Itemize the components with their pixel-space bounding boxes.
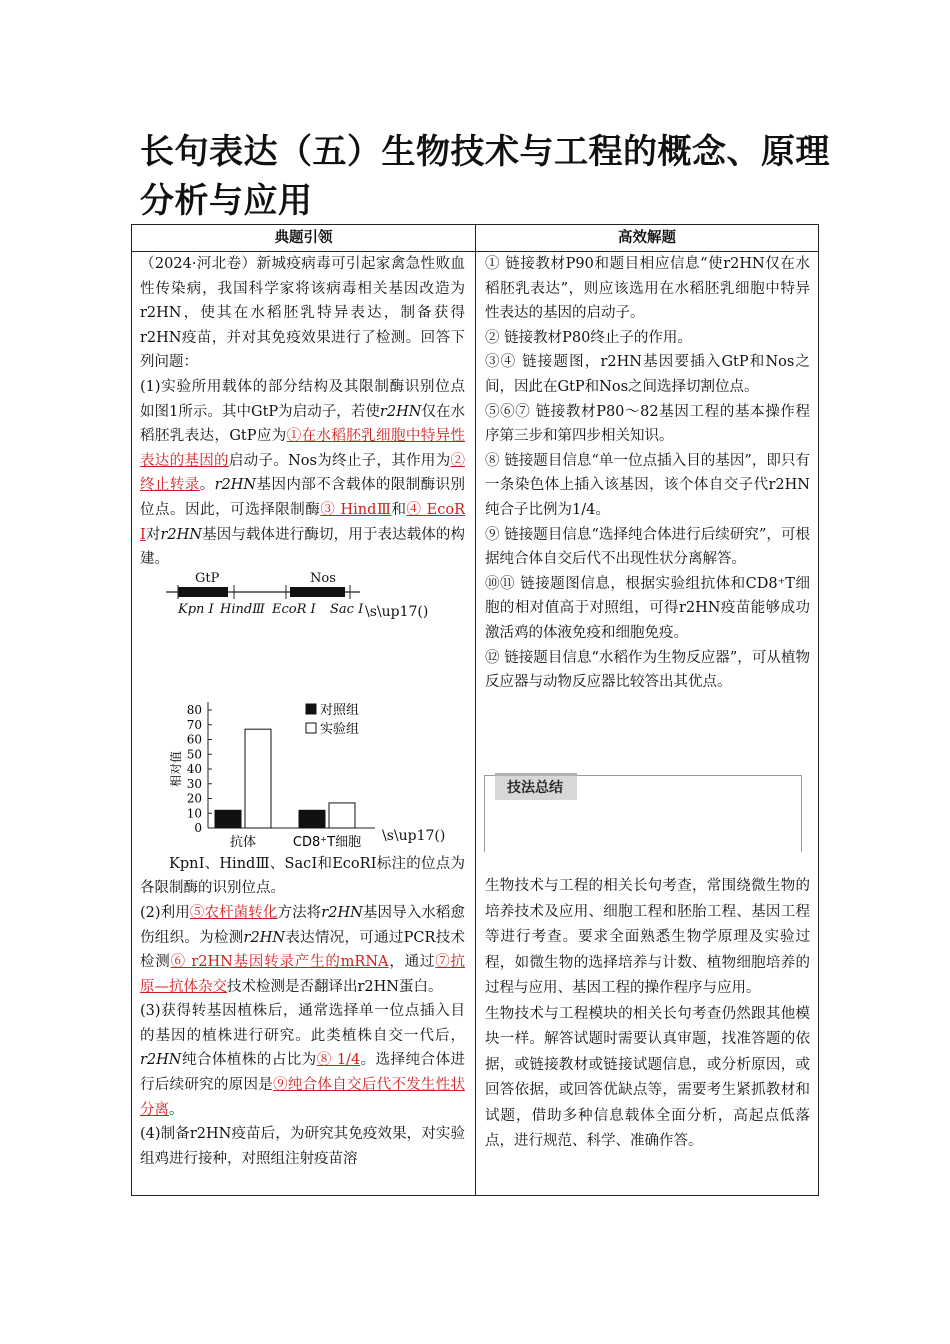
legend-swatch bbox=[306, 704, 316, 714]
answer-8: ⑧ 1/4 bbox=[316, 1052, 361, 1069]
technique-summary-tag: 技法总结 bbox=[495, 773, 577, 800]
gene-name: r2HN bbox=[379, 403, 422, 420]
y-tick-label: 40 bbox=[186, 761, 202, 776]
gtp-label: GtP bbox=[195, 570, 220, 586]
kpn-label: Kpn Ⅰ bbox=[178, 601, 214, 617]
gene-name: r2HN bbox=[140, 1052, 182, 1069]
column-divider bbox=[475, 225, 476, 1195]
summary-paragraph: 生物技术与工程的相关长句考查，常围绕微生物的培养技术及应用、细胞工程和胚胎工程、基因工程等进行考查。要求全面熟悉生物学原理及实验过程，如微生物的选择培养与计数、植物细胞培养的过程与应用、基因工程的操作程序与应用。 bbox=[485, 878, 810, 996]
bar-control-antibody bbox=[215, 810, 241, 828]
answer-4: ④ EcoR Ⅰ bbox=[140, 501, 465, 543]
question-1: (1)实验所用载体的部分结构及其限制酶识别位点如图1所示。其中GtP为启动子，若使r2HN仅在水稻胚乳表达，GtP应为①在水稻胚乳细胞中特异性表达的基因的启动子。Nos为终止子，其作用为②终止转录。r2HN基因内部不含载体的限制酶识别位点。因此，可选择限制酶③ HindⅢ和④ EcoR Ⅰ对r2HN基因与载体进行酶切，用于表达载体的构建。 bbox=[140, 378, 465, 568]
figure-note: KpnⅠ、HindⅢ、SacⅠ和EcoRⅠ标注的位点为各限制酶的识别位点。 bbox=[140, 855, 465, 897]
bar-experiment-antibody bbox=[245, 729, 271, 828]
answer-2: ②终止转录 bbox=[140, 452, 465, 494]
answer-3: ③ HindⅢ bbox=[320, 501, 392, 518]
x-category-label: CD8⁺T细胞 bbox=[292, 834, 362, 850]
bar-control-cd8 bbox=[299, 810, 325, 828]
y-axis-label: 相对值 bbox=[169, 750, 183, 787]
technique-summary-box bbox=[484, 775, 802, 852]
legend-label: 对照组 bbox=[320, 702, 360, 718]
summary-paragraph: 生物技术与工程模块的相关长句考查仍然跟其他模块一样。解答试题时需要认真审题，找准答题的依据，或链接教材或链接试题信息，或分析原因，或回答依据，或回答优缺点等，需要考生紧抓教材和试题，借助多种信息载体全面分析，高起点低落点，进行规范、科学、准确作答。 bbox=[485, 1005, 810, 1149]
question-3: (3)获得转基因植株后，通常选择单一位点插入目的基因的植株进行研究。此类植株自交一代后，r2HN纯合体植株的占比为⑧ 1/4。选择纯合体进行后续研究的原因是⑨纯合体自交后代不发生性状分离。 bbox=[140, 1003, 465, 1118]
page-title: 长句表达（五）生物技术与工程的概念、原理分析与应用 bbox=[140, 132, 830, 221]
y-tick-label: 80 bbox=[186, 702, 202, 717]
solution-line: ⑩⑪ 链接题图信息，根据实验组抗体和CD8⁺T细胞的相对值高于对照组，可得r2HN疫苗能够成功激活鸡的体液免疫和细胞免疫。 bbox=[485, 575, 810, 641]
solution-line: ① 链接教材P90和题目相应信息“使r2HN仅在水稻胚乳表达”，则应该选用在水稻胚乳细胞中特异性表达的基因的启动子。 bbox=[485, 256, 810, 322]
sac-label: Sac Ⅰ bbox=[330, 601, 364, 617]
legend-swatch bbox=[306, 723, 316, 733]
header-right: 高效解题 bbox=[618, 230, 676, 246]
solution-line: ⑧ 链接题目信息“单一位点插入目的基因”，即只有一条染色体上插入该基因，该个体自交子代r2HN纯合子比例为1/4。 bbox=[485, 452, 810, 518]
answer-7: ⑦抗原—抗体杂交 bbox=[140, 954, 465, 995]
question-intro: （2024·河北卷）新城疫病毒可引起家禽急性败血性传染病，我国科学家将该病毒相关基因改造为r2HN，使其在水稻胚乳特异表达，制备获得r2HN疫苗，并对其免疫效果进行了检测。回答下列问题： bbox=[140, 256, 465, 371]
vector-map-figure bbox=[140, 572, 465, 624]
y-tick-label: 30 bbox=[186, 776, 202, 791]
gene-name: r2HN bbox=[160, 526, 202, 543]
solution-line: ⑤⑥⑦ 链接教材P80～82基因工程的基本操作程序第三步和第四步相关知识。 bbox=[485, 403, 810, 445]
gene-name: r2HN bbox=[214, 477, 257, 494]
header-left: 典题引领 bbox=[274, 230, 333, 246]
figure2-code: \s\up17() bbox=[382, 827, 446, 844]
question-4: (4)制备r2HN疫苗后，为研究其免疫效果，对实验组鸡进行接种，对照组注射疫苗溶 bbox=[140, 1126, 465, 1167]
y-tick-label: 70 bbox=[186, 717, 202, 732]
answer-1: ①在水稻胚乳细胞中特异性表达的基因的 bbox=[140, 428, 465, 469]
hind-label: HindⅢ bbox=[220, 601, 265, 617]
question-column bbox=[140, 252, 465, 1195]
y-tick-label: 0 bbox=[194, 820, 202, 835]
solution-line: ③④ 链接题图，r2HN基因要插入GtP和Nos之间，因此在GtP和Nos之间选择切割位点。 bbox=[485, 354, 810, 395]
bar-chart-figure bbox=[140, 624, 465, 852]
y-tick-label: 20 bbox=[186, 791, 202, 806]
question-2: (2)利用⑤农杆菌转化方法将r2HN基因导入水稻愈伤组织。为检测r2HN表达情况，可通过PCR技术检测⑥ r2HN基因转录产生的mRNA，通过⑦抗原—抗体杂交技术检测是否翻译出r2HN蛋白。 bbox=[140, 904, 465, 995]
solution-line: ② 链接教材P80终止子的作用。 bbox=[485, 329, 692, 346]
x-category-label: 抗体 bbox=[229, 834, 257, 850]
y-tick-label: 50 bbox=[186, 746, 202, 761]
solution-line: ⑨ 链接题目信息“选择纯合体进行后续研究”，可根据纯合体自交后代不出现性状分离解答。 bbox=[485, 526, 810, 568]
y-tick-label: 10 bbox=[186, 805, 202, 820]
technique-summary-text bbox=[485, 874, 810, 1155]
solution-line: ⑫ 链接题目信息“水稻作为生物反应器”，可从植物反应器与动物反应器比较答出其优点。 bbox=[485, 649, 810, 691]
nos-label: Nos bbox=[310, 570, 336, 586]
solution-column bbox=[485, 252, 810, 695]
bar-chart bbox=[140, 624, 465, 852]
y-tick-label: 60 bbox=[186, 732, 202, 747]
answer-5: ⑤农杆菌转化 bbox=[189, 904, 278, 921]
legend-label: 实验组 bbox=[320, 721, 360, 737]
gene-name: r2HN bbox=[321, 904, 363, 921]
gene-name: r2HN bbox=[243, 929, 286, 946]
answer-9: ⑨纯合体自交后代不发生性状分离 bbox=[140, 1077, 465, 1118]
figure1-code: \s\up17() bbox=[365, 603, 429, 620]
answer-6: ⑥ r2HN基因转录产生的mRNA bbox=[170, 954, 389, 971]
eco-label: EcoR Ⅰ bbox=[272, 601, 316, 617]
bar-experiment-cd8 bbox=[329, 803, 355, 828]
